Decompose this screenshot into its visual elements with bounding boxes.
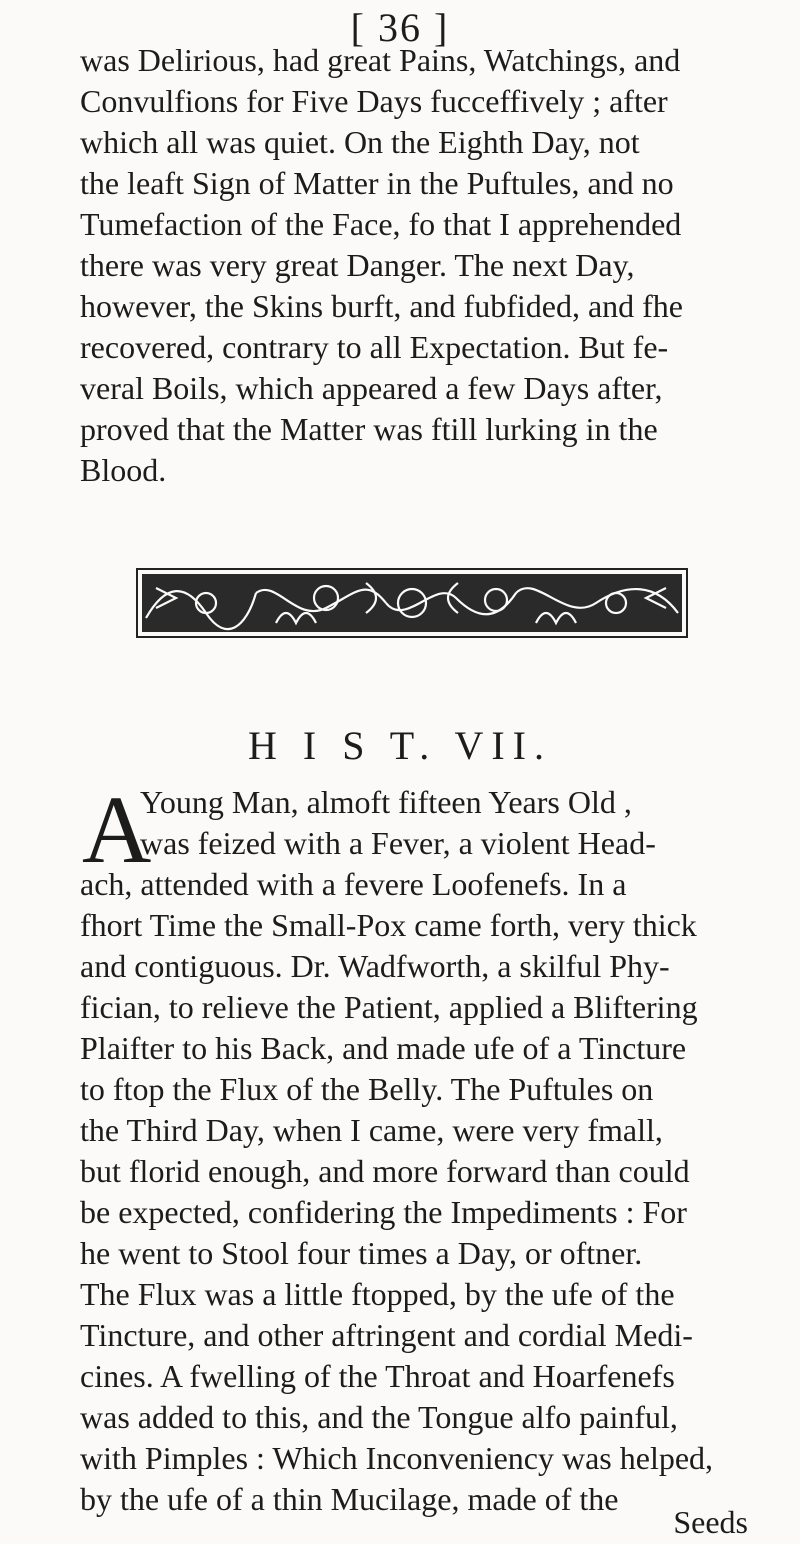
text-line: cines. A fwelling of the Throat and Hoarfenefs [80, 1358, 675, 1394]
text-line: and contiguous. Dr. Wadfworth, a skilful Phy- [80, 948, 670, 984]
text-line: veral Boils, which appeared a few Days after, [80, 370, 663, 406]
text-line: was added to this, and the Tongue alfo painful, [80, 1399, 678, 1435]
drop-cap: A [82, 776, 152, 883]
text-line: fician, to relieve the Patient, applied a Bliftering [80, 989, 698, 1025]
text-line: there was very great Danger. The next Day, [80, 247, 635, 283]
text-line: however, the Skins burft, and fubfided, and fhe [80, 288, 683, 324]
paragraph-continued [80, 40, 740, 491]
text-line: proved that the Matter was ftill lurking in the [80, 411, 658, 447]
text-line: but florid enough, and more forward than could [80, 1153, 690, 1189]
text-line: The Flux was a little ftopped, by the ufe of the [80, 1276, 675, 1312]
text-line: Convulfions for Five Days fucceffively ; after [80, 83, 668, 119]
text-line: ach, attended with a fevere Loofenefs. In a [80, 866, 627, 902]
text-line: the Third Day, when I came, were very fmall, [80, 1112, 663, 1148]
text-line: Blood. [80, 452, 167, 488]
text-line: fhort Time the Small-Pox came forth, very thick [80, 907, 697, 943]
text-line: by the ufe of a thin Mucilage, made of the [80, 1481, 619, 1517]
text-line: the leaft Sign of Matter in the Puftules, and no [80, 165, 674, 201]
page-number: [ 36 ] [350, 5, 450, 50]
paragraph-history-vii [80, 776, 740, 1520]
text-line: which all was quiet. On the Eighth Day, not [80, 124, 640, 160]
text-line: he went to Stool four times a Day, or oftner. [80, 1235, 643, 1271]
text-line: Tincture, and other aftringent and cordial Medi- [80, 1317, 693, 1353]
text-line: to ftop the Flux of the Belly. The Puftules on [80, 1071, 654, 1107]
text-line: was Delirious, had great Pains, Watchings, and [80, 42, 681, 78]
decorative-headpiece-ornament [136, 568, 688, 638]
text-line: recovered, contrary to all Expectation. But fe- [80, 329, 669, 365]
text-line: was feized with a Fever, a violent Head- [140, 825, 656, 861]
text-line: Plaifter to his Back, and made ufe of a Tincture [80, 1030, 687, 1066]
section-heading: H I S T. VII. [248, 723, 552, 768]
text-line: Tumefaction of the Face, fo that I apprehended [80, 206, 682, 242]
text-line: Young Man, almoft fifteen Years Old , [140, 784, 632, 820]
text-line: with Pimples : Which Inconveniency was helped, [80, 1440, 714, 1476]
catchword: Seeds [673, 1504, 748, 1540]
text-line: be expected, confidering the Impediments : For [80, 1194, 687, 1230]
